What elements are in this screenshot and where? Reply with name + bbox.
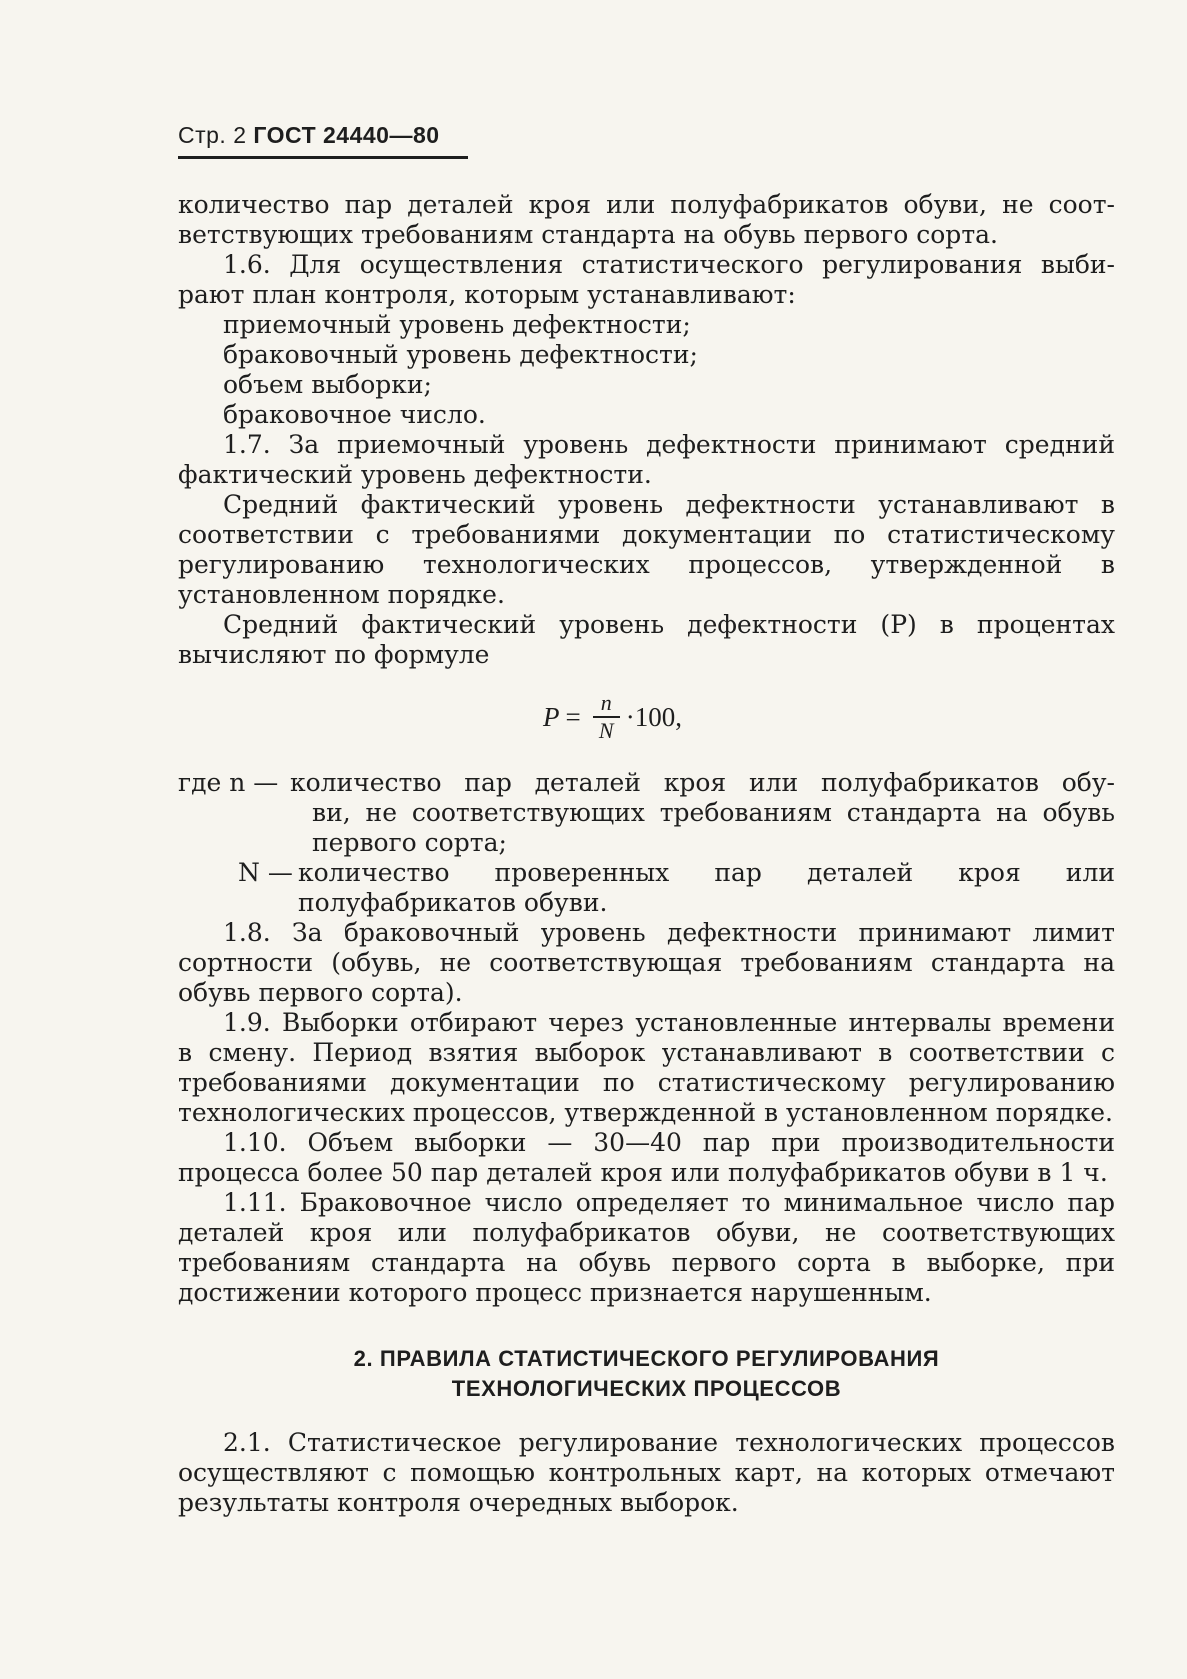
- list-item-rejection-number: браковочное число.: [223, 400, 486, 429]
- clause-1-7-paragraph-2: Средний фактический уровень дефектности устанавливают в соответствии с требованиями документации по статистическому регулированию технологических процессов, утвержденной в установленном порядке.: [178, 490, 1115, 609]
- continued-paragraph-line-2: ветствующих требованиям стандарта на обувь первого сорта.: [178, 220, 998, 249]
- where-N-term: N —: [238, 858, 293, 887]
- section-2-heading-line-1: 2. ПРАВИЛА СТАТИСТИЧЕСКОГО РЕГУЛИРОВАНИЯ: [353, 1346, 940, 1371]
- clause-1-9: 1.9. Выборки отбирают через установленные интервалы времени в смену. Период взятия выборок устанавливают в соответствии с требованиями документации по статистическому регулированию технологических процессов, утвержденной в установленном порядке.: [178, 1008, 1115, 1127]
- formula-equals: =: [565, 702, 581, 732]
- clause-1-7: 1.7. За приемочный уровень дефектности принимают средний фактический уровень дефектности.: [178, 430, 1115, 489]
- continued-paragraph-line-1: количество пар деталей кроя или полуфабрикатов обуви, не соот-: [178, 190, 1115, 219]
- document-body: [178, 190, 1115, 1518]
- standard-designation: ГОСТ 24440—80: [253, 122, 440, 148]
- clause-1-8: 1.8. За браковочный уровень дефектности принимают лимит сортности (обувь, не соответствующая требованиям стандарта на обувь первого сорта).: [178, 918, 1115, 1007]
- clause-1-6-line-1: 1.6. Для осуществления статистического регулирования выби-: [223, 250, 1115, 279]
- formula-numerator: n: [593, 690, 620, 718]
- clause-2-1: 2.1. Статистическое регулирование технологических процессов осуществляют с помощью контрольных карт, на которых отмечают результаты контроля очередных выборок.: [178, 1428, 1115, 1517]
- where-N-definition: [178, 858, 1115, 918]
- formula-lhs: P: [543, 702, 560, 732]
- header-rule: [178, 156, 468, 159]
- formula-rest: ·100,: [625, 702, 682, 732]
- clause-1-7-paragraph-3: Средний фактический уровень дефектности (P) в процентах вычисляют по формуле: [178, 610, 1115, 669]
- where-n-description-line-2: ви, не соответствующих требованиям стандарта на обувь первого сорта;: [312, 798, 1115, 857]
- where-N-description: количество проверенных пар деталей кроя или полуфабрикатов обуви.: [298, 858, 1115, 917]
- page-header: [178, 122, 440, 149]
- list-item-sample-size: объем выборки;: [223, 370, 432, 399]
- where-n-description-line-1: количество пар деталей кроя или полуфабрикатов обу-: [290, 768, 1115, 797]
- clause-1-10: 1.10. Объем выборки — 30—40 пар при производительности процесса более 50 пар деталей кроя или полуфабрикатов обуви в 1 ч.: [178, 1128, 1115, 1187]
- where-n-term: где n —: [178, 768, 279, 797]
- section-2-heading: [178, 1344, 1115, 1404]
- clause-1-11: 1.11. Браковочное число определяет то минимальное число пар деталей кроя или полуфабрикатов обуви, не соответствующих требованиям стандарта на обувь первого сорта в выборке, при достижении которого процесс признается нарушенным.: [178, 1188, 1115, 1307]
- page-number-label: Стр. 2: [178, 122, 247, 148]
- section-2-heading-line-2: ТЕХНОЛОГИЧЕСКИХ ПРОЦЕССОВ: [451, 1376, 842, 1401]
- list-item-rejection-level: браковочный уровень дефектности;: [223, 340, 698, 369]
- clause-1-6-line-2: рают план контроля, которым устанавливают:: [178, 280, 796, 309]
- list-item-acceptance-level: приемочный уровень дефектности;: [223, 310, 691, 339]
- formula-denominator: N: [598, 718, 614, 743]
- defect-level-formula: [178, 688, 1115, 746]
- formula-fraction: [593, 690, 620, 744]
- where-n-definition: [178, 768, 1115, 798]
